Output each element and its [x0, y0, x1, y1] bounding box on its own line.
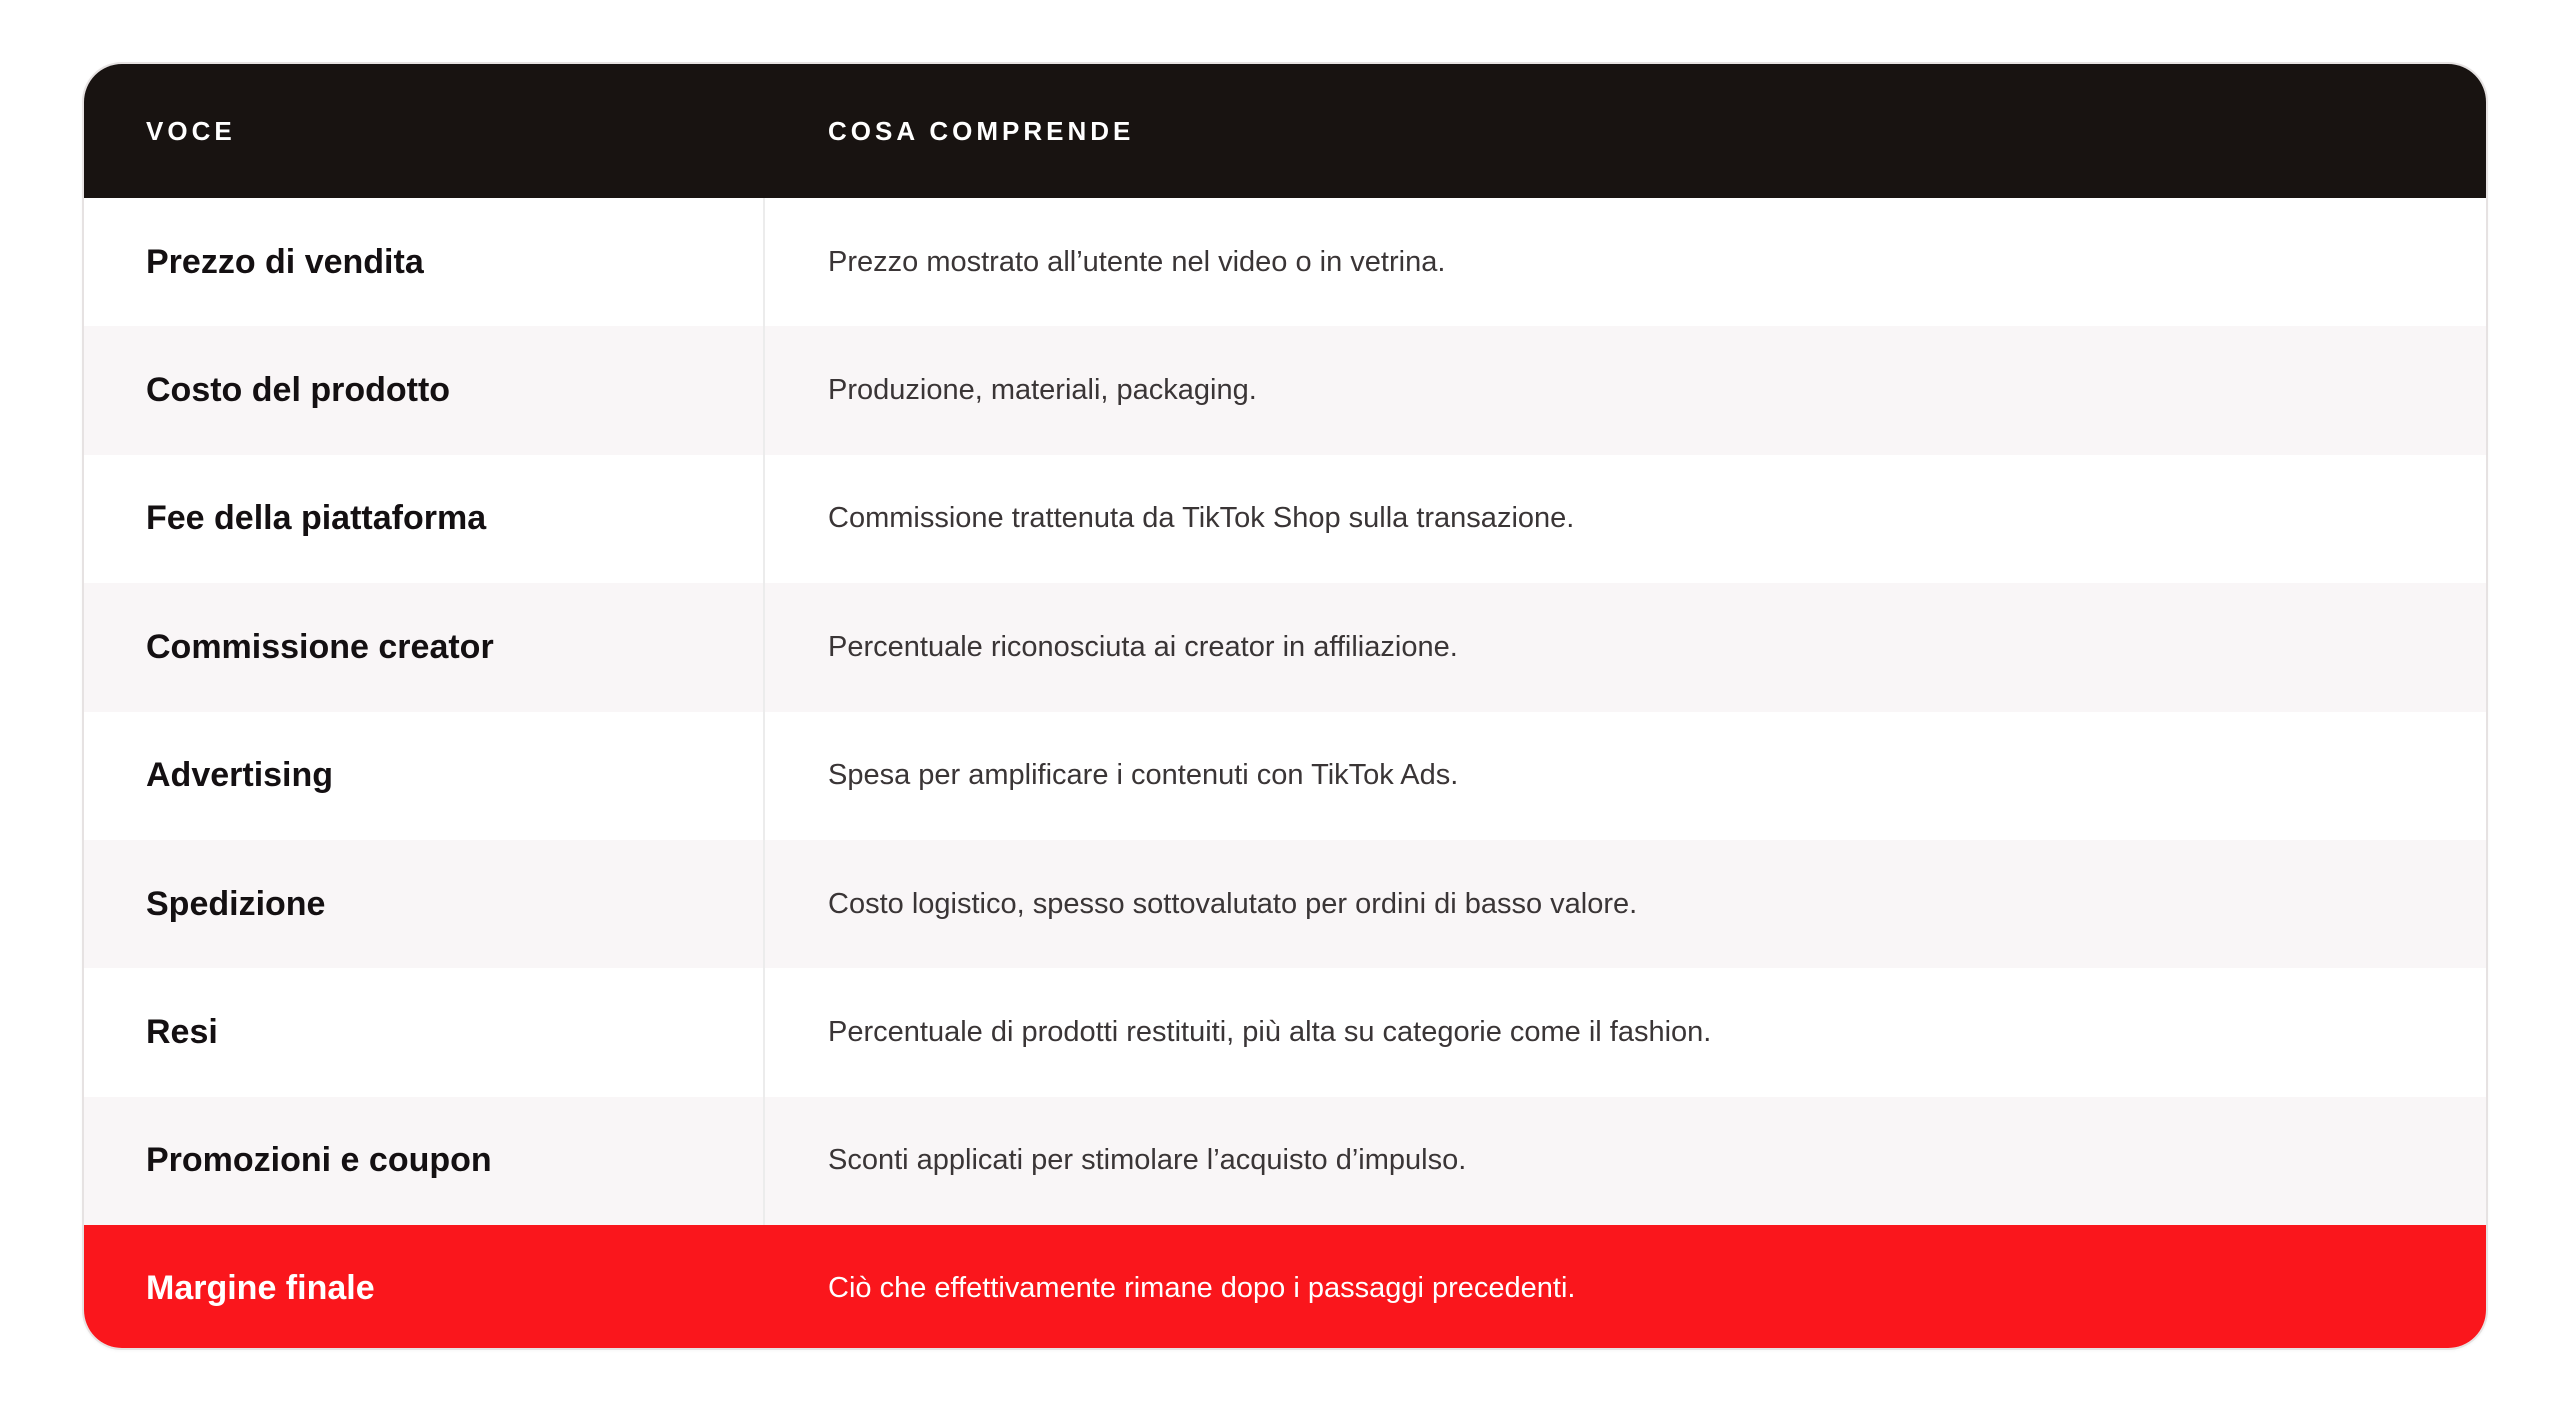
row-label: Prezzo di vendita — [146, 242, 424, 281]
table-row — [84, 198, 2486, 326]
total-row-label: Margine finale — [146, 1269, 375, 1308]
row-label: Resi — [146, 1013, 218, 1052]
table-body — [84, 198, 2486, 1350]
table-row — [84, 455, 2486, 583]
total-row-description: Ciò che effettivamente rimane dopo i passaggi precedenti. — [828, 1272, 1576, 1305]
column-header-voce: VOCE — [146, 116, 236, 146]
column-divider — [763, 712, 765, 840]
table-row — [84, 583, 2486, 711]
row-label: Costo del prodotto — [146, 371, 451, 410]
row-description: Spesa per amplificare i contenuti con TikTok Ads. — [828, 759, 1459, 792]
table-header — [84, 64, 2486, 198]
table-row — [84, 840, 2486, 968]
row-description: Prezzo mostrato all’utente nel video o in vetrina. — [828, 245, 1446, 278]
row-label: Spedizione — [146, 884, 326, 923]
column-divider — [763, 326, 765, 454]
row-description: Sconti applicati per stimolare l’acquisto d’impulso. — [828, 1144, 1467, 1177]
total-row — [84, 1225, 2486, 1350]
column-divider — [763, 198, 765, 326]
column-header-cosa-comprende: COSA COMPRENDE — [828, 116, 1135, 146]
cost-breakdown-table — [82, 62, 2488, 1350]
row-label: Fee della piattaforma — [146, 499, 487, 538]
row-description: Commissione trattenuta da TikTok Shop sulla transazione. — [828, 502, 1575, 535]
row-description: Percentuale riconosciuta ai creator in affiliazione. — [828, 630, 1458, 663]
row-label: Commissione creator — [146, 627, 494, 666]
column-divider — [763, 968, 765, 1096]
row-description: Percentuale di prodotti restituiti, più alta su categorie come il fashion. — [828, 1016, 1712, 1049]
column-divider — [763, 1097, 765, 1225]
table-row — [84, 712, 2486, 840]
table-row — [84, 968, 2486, 1096]
column-divider — [763, 455, 765, 583]
row-description: Produzione, materiali, packaging. — [828, 374, 1257, 407]
table-row — [84, 326, 2486, 454]
row-label: Advertising — [146, 756, 334, 795]
row-label: Promozioni e coupon — [146, 1141, 492, 1180]
column-divider — [763, 840, 765, 968]
column-divider — [763, 583, 765, 711]
row-description: Costo logistico, spesso sottovalutato per ordini di basso valore. — [828, 887, 1638, 920]
table-row — [84, 1097, 2486, 1225]
